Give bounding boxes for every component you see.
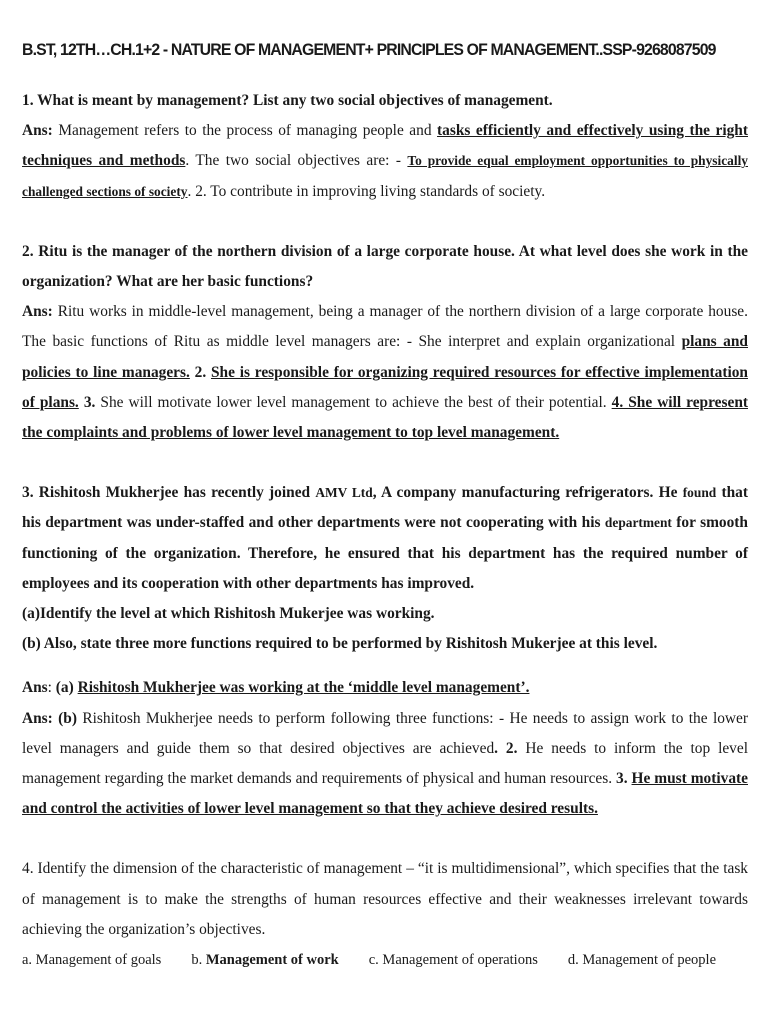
question-4: 4. Identify the dimension of the characteristic of management – “it is multidimensional”, which specifies that the task of management is to make the strengths of human resources effective and their weaknesses irrelevant towards achieving the organization’s objectives. [22, 860, 748, 938]
answer-label: Ans [22, 679, 48, 697]
answer-highlight: To provide equal employment opportunities to physically challenged sections of society [22, 153, 748, 199]
company-name: AMV Ltd [315, 485, 373, 501]
answer-label: Ans: [22, 303, 53, 321]
answer-highlight: He must motivate and control the activities of lower level management so that they achieve desired results. [22, 770, 748, 818]
answer-highlight: Rishitosh Mukherjee was working at the ‘middle level management’. [77, 679, 530, 697]
option-b-prefix: b. [191, 952, 206, 969]
page-title: B.ST, 12TH…CH.1+2 - NATURE OF MANAGEMENT+ PRINCIPLES OF MANAGEMENT..SSP-9268087509 [22, 40, 716, 59]
question-text: that his department was under-staffed and other departments were not cooperating with his [22, 484, 748, 532]
answer-3a [22, 673, 748, 703]
answer-highlight: tasks efficiently and effectively using the right techniques and methods [22, 122, 748, 170]
answer-number: 2. [189, 363, 211, 381]
answer-label: Ans: [22, 122, 53, 140]
document-body [22, 86, 748, 971]
answer-2 [22, 297, 748, 448]
answer-number: 3. [78, 393, 96, 411]
question-3 [22, 478, 748, 599]
question-text: for smooth functioning of the organization. Therefore, he ensured that his department has the required number of employees and its cooperation with other departments has improved. [22, 514, 748, 592]
option-c: c. Management of operations [368, 952, 538, 969]
option-b [191, 949, 338, 971]
answer-text: Management refers to the process of managing people and [52, 122, 438, 140]
option-a: a. Management of goals [22, 952, 162, 969]
answer-text: Rishitosh Mukherjee needs to perform following three functions: - He needs to assign work to the lower level managers and guide them so that desired objectives are achieved [22, 709, 748, 757]
options-list [22, 949, 748, 971]
answer-highlight: plans and policies to line managers. [22, 333, 748, 381]
answer-number: . 2. [494, 739, 518, 757]
sub-question-b: (b) Also, state three more functions required to be performed by Rishitosh Mukerjee at this level. [22, 635, 658, 653]
question-text: 3. Rishitosh Mukherjee has recently joined [22, 484, 316, 502]
answer-text: She will motivate lower level management to achieve the best of their potential. [95, 393, 607, 411]
question-text: , A company manufacturing refrigerators. He [372, 484, 683, 502]
answer-highlight: 4. She will represent the complaints and problems of lower level management to top level management. [22, 393, 748, 442]
answer-3b [22, 704, 748, 825]
sub-question-a: (a)Identify the level at which Rishitosh Mukerjee was working. [22, 605, 435, 623]
answer-text: He needs to inform the top level management regarding the market demands and requirements of physical and human resources. [22, 739, 748, 788]
answer-highlight: She is responsible for organizing required resources for effective implementation of plans. [22, 363, 748, 411]
answer-1 [22, 116, 748, 207]
answer-tag: (a) [55, 679, 74, 697]
answer-text: . The two social objectives are: - [185, 152, 408, 170]
answer-text: Ritu works in middle-level management, being a manager of the northern division of a large corporate house. The basic functions of Ritu as middle level managers are: - She interpret and explain organizational [22, 303, 748, 351]
option-b-answer: Management of work [205, 952, 339, 969]
answer-text: . 2. To contribute in improving living standards of society. [187, 182, 546, 200]
question-text: found [682, 485, 717, 501]
question-2: 2. Ritu is the manager of the northern division of a large corporate house. At what level does she work in the organization? What are her basic functions? [22, 242, 748, 291]
answer-text: : [47, 679, 56, 697]
answer-number: 3. [616, 770, 632, 788]
question-1: 1. What is meant by management? List any two social objectives of management. [22, 92, 553, 109]
question-text: department [604, 515, 672, 531]
answer-label: Ans: (b) [22, 709, 77, 727]
option-d: d. Management of people [567, 952, 717, 969]
